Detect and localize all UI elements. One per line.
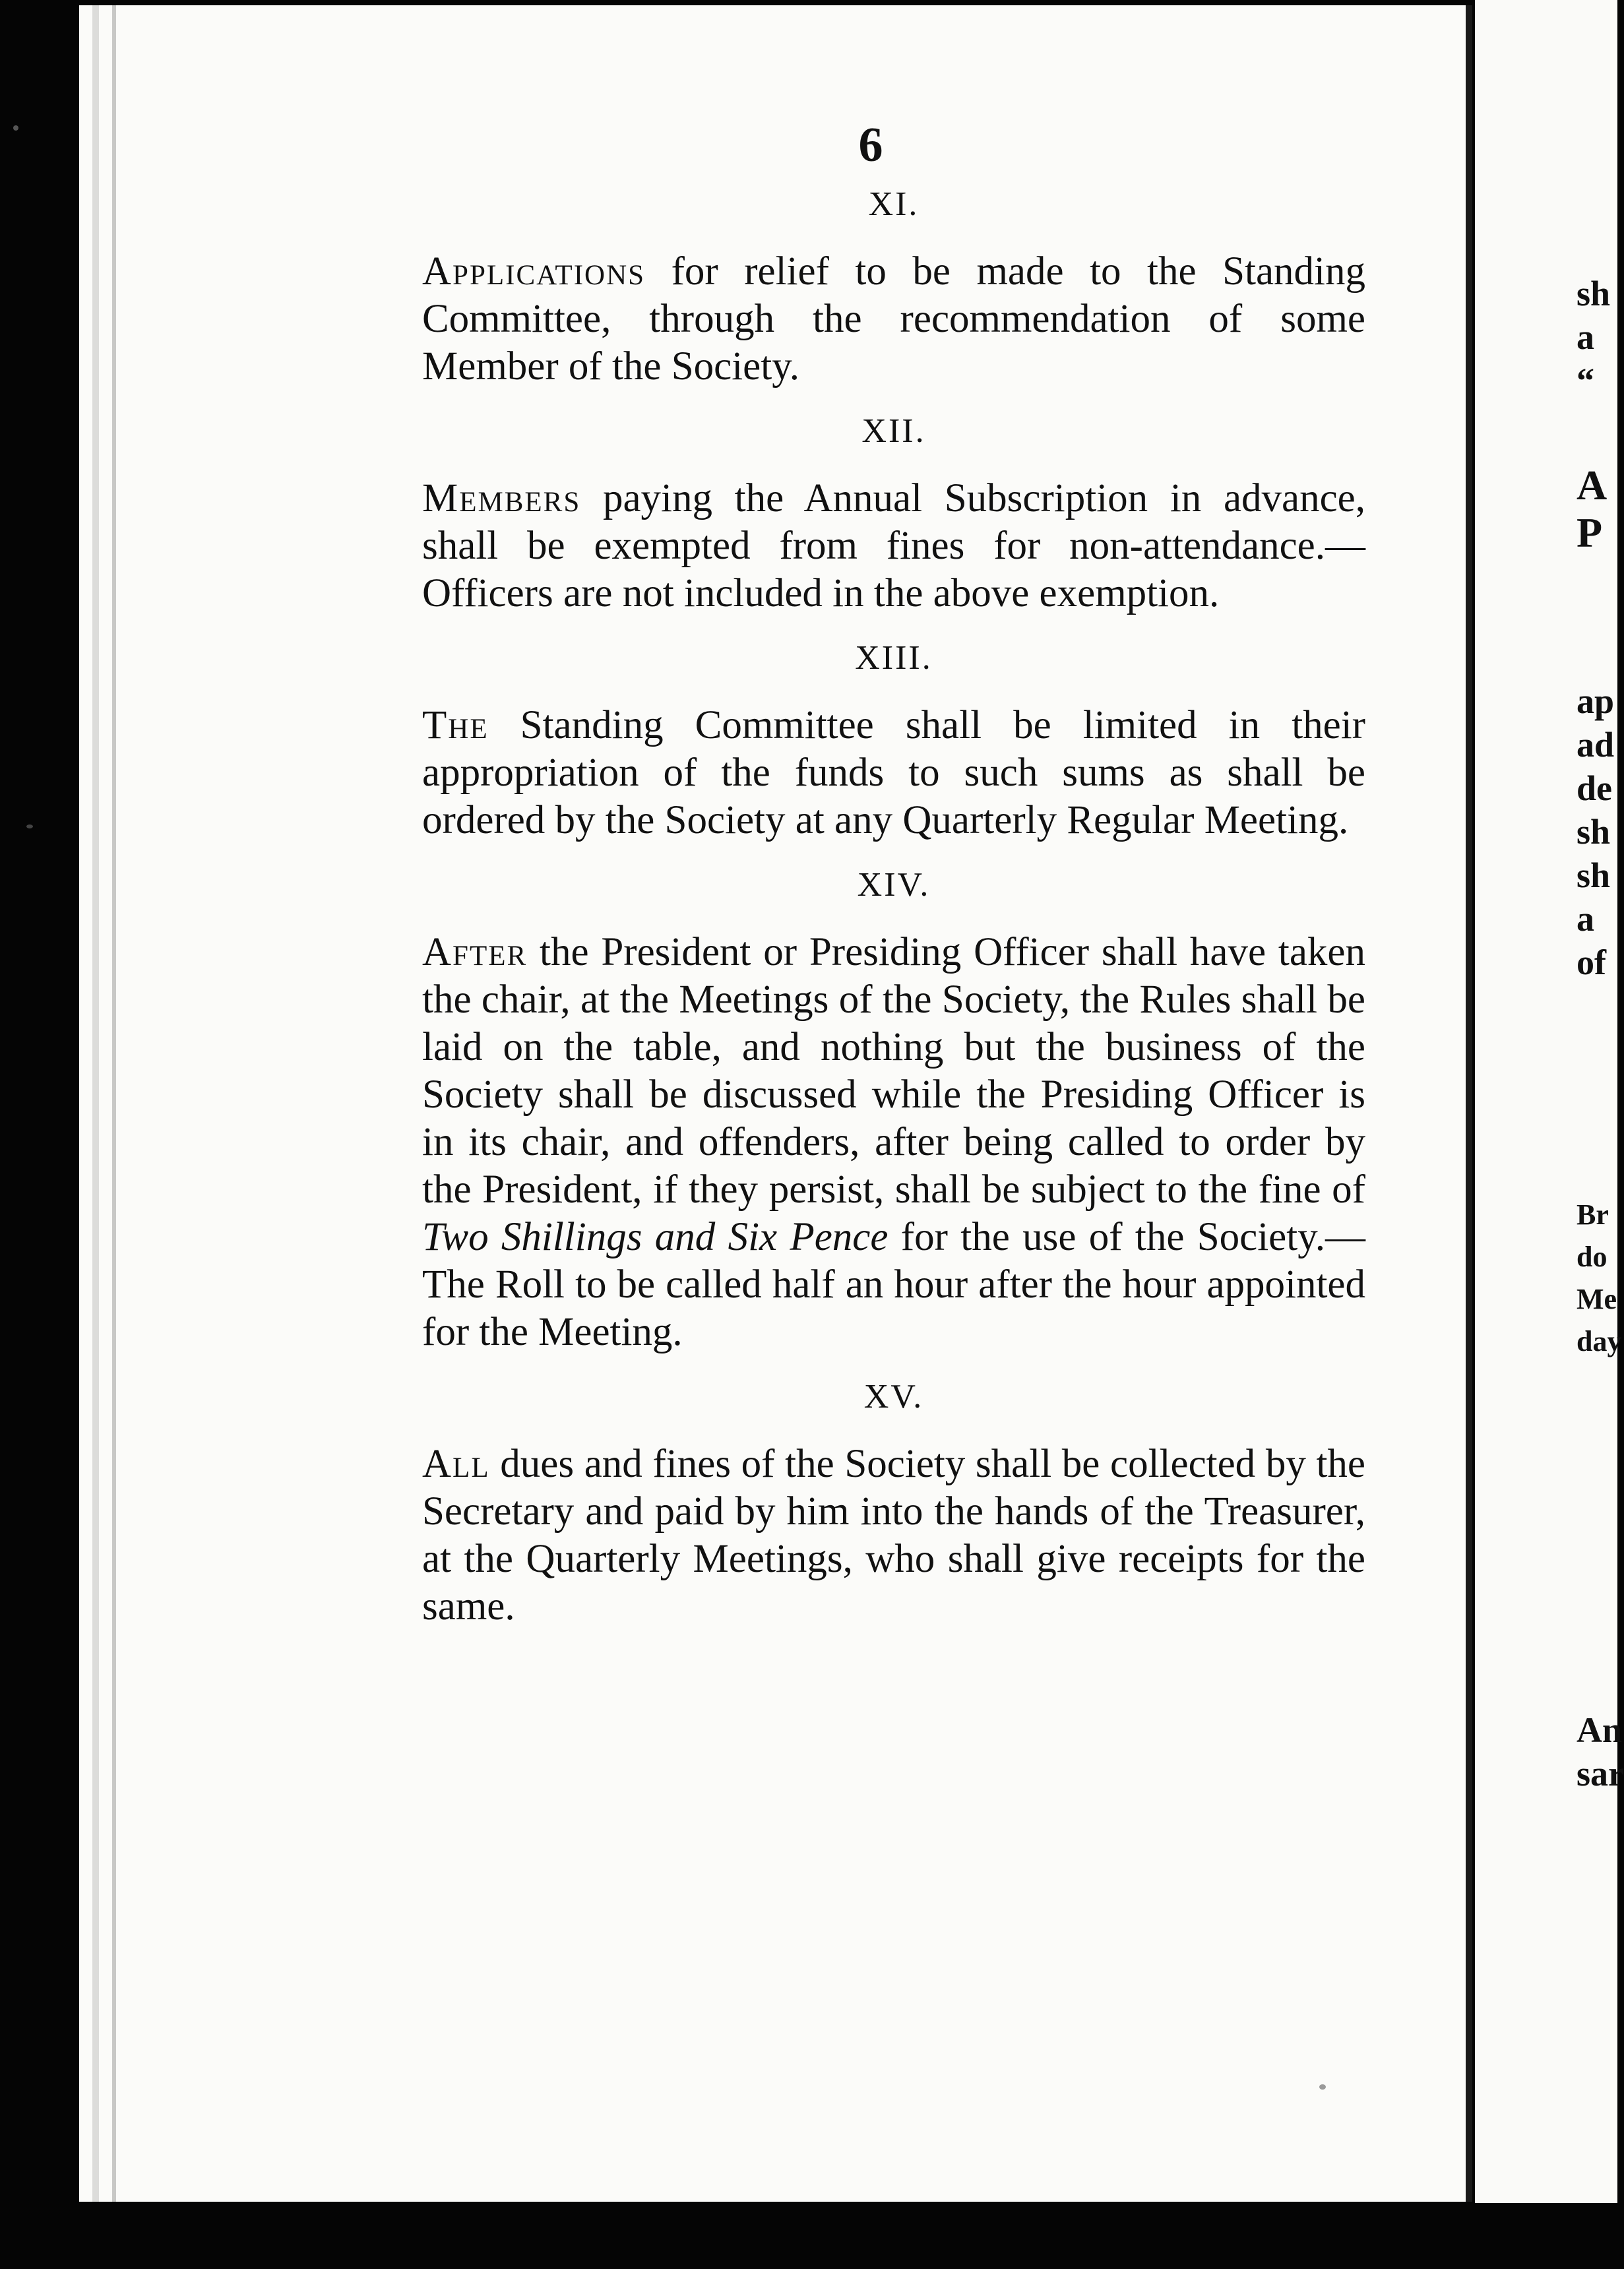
fragment-line: day: [1577, 1325, 1622, 1357]
article-text: [422, 1441, 1365, 1631]
lead-word: All: [422, 1442, 490, 1486]
fine-amount: Two Shillings and Six Pence: [422, 1215, 889, 1259]
fragment-line: sh: [1577, 274, 1611, 313]
facing-page-fragment: [1577, 272, 1617, 402]
article-xiii: [422, 635, 1365, 844]
article-text: [422, 702, 1365, 844]
article-text: [422, 929, 1365, 1356]
body-text: paying the Annual Subscription in advance, shall be exempted from fines for non-attendance.—Officers are not included in the above exemption.: [422, 476, 1365, 615]
lead-word: Members: [422, 476, 581, 520]
page-edge: [112, 5, 116, 2202]
body-text: dues and fines of the Society shall be collected by the Secretary and paid by him into the hands of the Treasurer, at the Quarterly Meetings, who shall give receipts for the same.: [422, 1442, 1365, 1629]
facing-page-fragment: [1577, 1194, 1622, 1363]
fragment-line: ad: [1577, 725, 1615, 764]
fragment-line: de: [1577, 768, 1612, 808]
paper-speck: [1319, 2084, 1326, 2090]
fragment-line: sar: [1577, 1754, 1624, 1793]
article-heading: XIV.: [857, 866, 931, 904]
fragment-line: An: [1577, 1710, 1623, 1750]
page-number: 6: [858, 118, 883, 172]
lead-word: Applications: [422, 249, 646, 294]
fragment-line: ap: [1577, 681, 1615, 721]
article-heading: XV.: [863, 1378, 924, 1415]
paper-speck: [13, 125, 18, 131]
article-text: [422, 248, 1365, 390]
article-text: [422, 475, 1365, 617]
page-content: [422, 119, 1365, 1648]
lead-word: The: [422, 703, 489, 747]
fragment-line: a: [1577, 899, 1594, 939]
fragment-line: Br: [1577, 1198, 1609, 1231]
fragment-line: A: [1577, 462, 1608, 509]
body-text: for relief to be made to the Standing Committee, through the recommendation of some Member of the Society.: [422, 249, 1365, 389]
article-heading: XII.: [861, 412, 926, 450]
fragment-line: P: [1577, 509, 1603, 556]
fragment-line: sh: [1577, 855, 1611, 895]
facing-page-fragment: [1577, 462, 1617, 557]
body-text: the President or Presiding Officer shall have taken the chair, at the Meetings of the Society, the Rules shall be laid on the table, and nothing but the business of the Society shall be discussed while the Presiding Officer is in its chair, and offenders, after being called to order by the President, if they persist, shall be subject to the fine of: [422, 930, 1365, 1212]
article-xv: [422, 1373, 1365, 1631]
binding-gutter: [1466, 5, 1472, 2202]
fragment-line: “: [1577, 361, 1594, 400]
body-text: Standing Committee shall be limited in their appropriation of the funds to such sums as shall be ordered by the Society at any Quarterly Regular Meeting.: [422, 703, 1365, 842]
article-xii: [422, 408, 1365, 617]
fragment-line: do: [1577, 1241, 1608, 1273]
fragment-line: Me: [1577, 1283, 1617, 1315]
facing-page-fragment: [1577, 1708, 1624, 1795]
article-heading: XIII.: [855, 639, 933, 677]
facing-page-fragment: [1577, 679, 1617, 984]
paper-speck: [26, 824, 33, 828]
article-heading: XI.: [868, 185, 920, 223]
lead-word: After: [422, 930, 528, 974]
body-text: for the use of the Society.—The Roll to be called half an hour after the hour appointed for the Meeting.: [422, 1215, 1365, 1354]
page-edge: [92, 5, 99, 2202]
fragment-line: sh: [1577, 812, 1611, 852]
fragment-line: a: [1577, 317, 1594, 357]
fragment-line: of: [1577, 943, 1606, 982]
article-xi: [422, 181, 1365, 390]
article-xiv: [422, 861, 1365, 1356]
